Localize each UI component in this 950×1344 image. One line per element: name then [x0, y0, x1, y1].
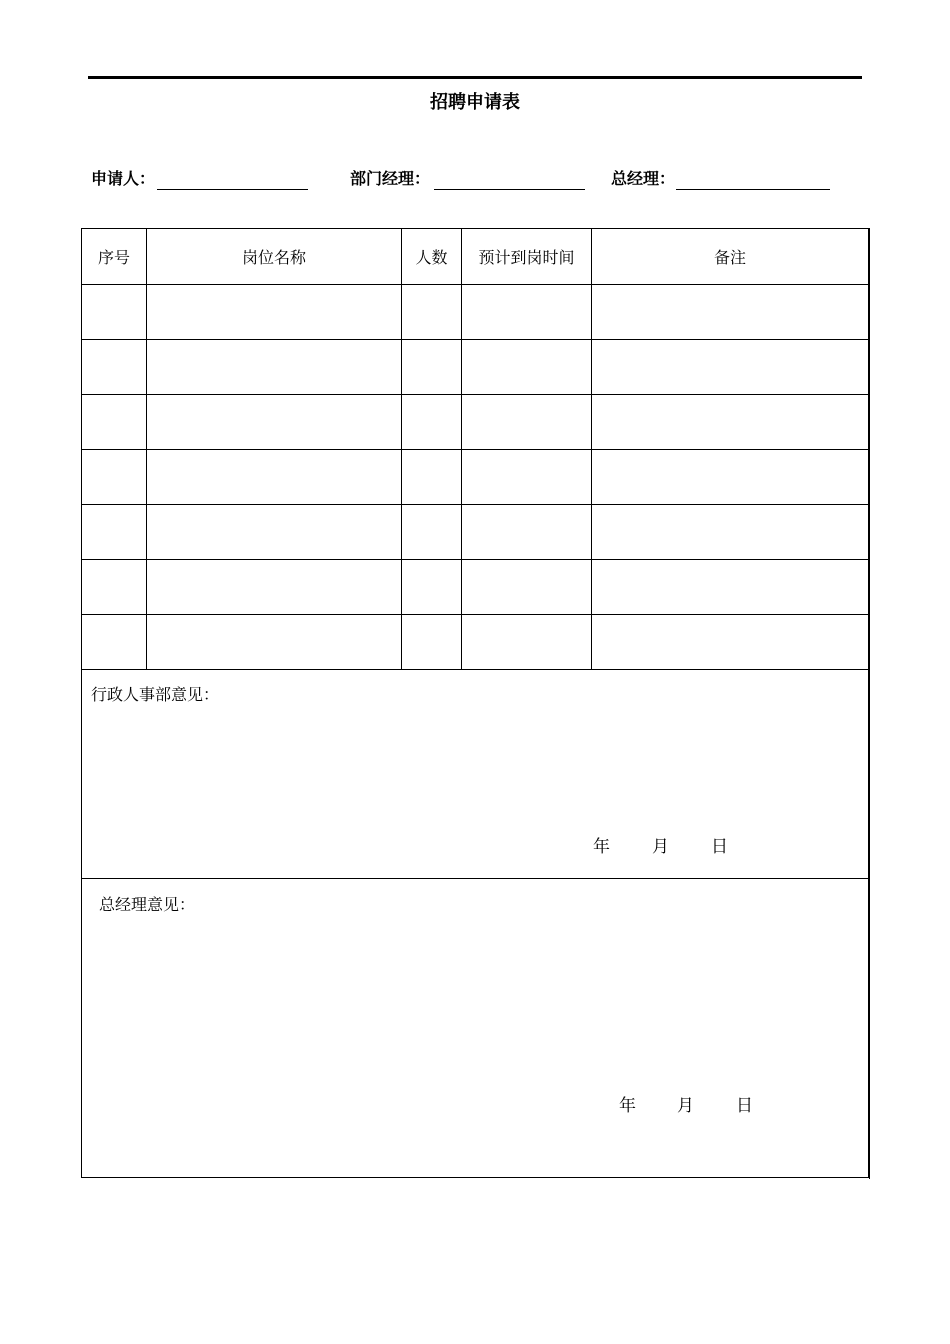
cell-index[interactable] — [82, 395, 147, 450]
applicant-label: 申请人： — [91, 169, 156, 188]
cell-index[interactable] — [82, 340, 147, 395]
cell-headcount[interactable] — [402, 450, 462, 505]
cell-remarks[interactable] — [592, 450, 869, 505]
cell-position-name[interactable] — [147, 395, 402, 450]
gm-opinion-cell[interactable] — [82, 879, 869, 1178]
admin-opinion-cell[interactable] — [82, 670, 869, 879]
cell-position-name[interactable] — [147, 450, 402, 505]
gm-opinion-day: 日 — [736, 1096, 753, 1116]
applicant-signature-line[interactable] — [157, 189, 308, 190]
cell-remarks[interactable] — [592, 285, 869, 340]
header-headcount: 人数 — [402, 229, 462, 285]
cell-expected-start[interactable] — [462, 450, 592, 505]
admin-opinion-year: 年 — [593, 837, 610, 857]
admin-opinion-label: 行政人事部意见： — [91, 685, 220, 704]
cell-index[interactable] — [82, 560, 147, 615]
cell-index[interactable] — [82, 615, 147, 670]
cell-remarks[interactable] — [592, 560, 869, 615]
table-row — [82, 285, 869, 340]
cell-expected-start[interactable] — [462, 505, 592, 560]
cell-remarks[interactable] — [592, 395, 869, 450]
cell-headcount[interactable] — [402, 615, 462, 670]
cell-headcount[interactable] — [402, 340, 462, 395]
cell-headcount[interactable] — [402, 395, 462, 450]
header-index: 序号 — [82, 229, 147, 285]
cell-expected-start[interactable] — [462, 395, 592, 450]
gm-opinion-label: 总经理意见： — [99, 895, 196, 914]
general-manager-signature-line[interactable] — [676, 189, 830, 190]
table-row — [82, 505, 869, 560]
cell-position-name[interactable] — [147, 285, 402, 340]
cell-headcount[interactable] — [402, 560, 462, 615]
cell-remarks[interactable] — [592, 505, 869, 560]
general-manager-label: 总经理： — [611, 169, 676, 188]
recruitment-table — [81, 228, 869, 1178]
gm-opinion-row — [82, 879, 869, 1178]
cell-remarks[interactable] — [592, 615, 869, 670]
cell-expected-start[interactable] — [462, 285, 592, 340]
table-header-row — [82, 229, 869, 285]
page-title: 招聘申请表 — [430, 92, 520, 113]
table-row — [82, 560, 869, 615]
header-remarks: 备注 — [592, 229, 869, 285]
gm-opinion-month: 月 — [677, 1096, 694, 1116]
table-row — [82, 450, 869, 505]
dept-manager-signature-line[interactable] — [434, 189, 585, 190]
cell-position-name[interactable] — [147, 615, 402, 670]
cell-index[interactable] — [82, 505, 147, 560]
admin-opinion-month: 月 — [652, 837, 669, 857]
cell-headcount[interactable] — [402, 285, 462, 340]
cell-expected-start[interactable] — [462, 615, 592, 670]
top-rule — [88, 76, 862, 79]
table-right-edge — [869, 228, 870, 1179]
cell-position-name[interactable] — [147, 340, 402, 395]
table-row — [82, 395, 869, 450]
cell-index[interactable] — [82, 450, 147, 505]
table-row — [82, 615, 869, 670]
cell-expected-start[interactable] — [462, 340, 592, 395]
header-expected-start: 预计到岗时间 — [462, 229, 592, 285]
cell-headcount[interactable] — [402, 505, 462, 560]
gm-opinion-year: 年 — [619, 1096, 636, 1116]
cell-expected-start[interactable] — [462, 560, 592, 615]
cell-index[interactable] — [82, 285, 147, 340]
admin-opinion-row — [82, 670, 869, 879]
admin-opinion-day: 日 — [711, 837, 728, 857]
cell-remarks[interactable] — [592, 340, 869, 395]
table-row — [82, 340, 869, 395]
cell-position-name[interactable] — [147, 560, 402, 615]
header-position-name: 岗位名称 — [147, 229, 402, 285]
cell-position-name[interactable] — [147, 505, 402, 560]
dept-manager-label: 部门经理： — [350, 169, 431, 188]
